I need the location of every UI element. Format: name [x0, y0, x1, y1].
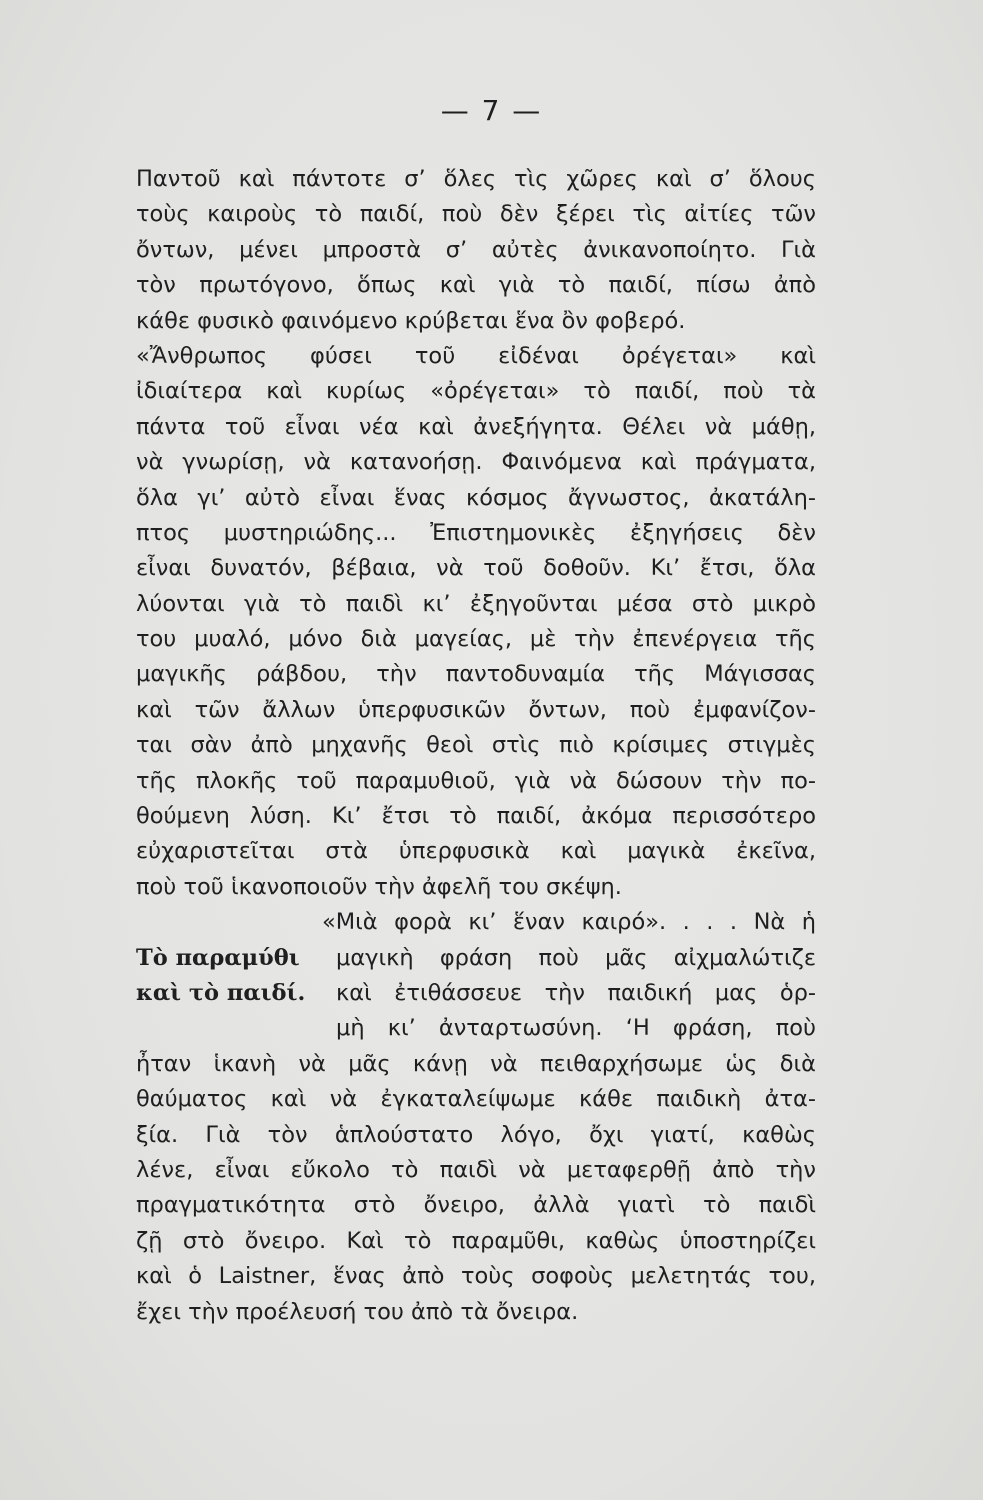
text-line: ὄντων, μένει μπροστὰ σ’ αὐτὲς ἀνικανοποίητο. Γιὰ	[136, 236, 816, 263]
text-line: εἶναι δυνατόν, βέβαια, νὰ τοῦ δοθοῦν. Κι’ ἔτσι, ὅλα	[136, 555, 816, 582]
page-number: — 7 —	[440, 94, 543, 127]
text-line: Παντοῦ καὶ πάντοτε σ’ ὅλες τὶς χῶρες καὶ σ’ ὅλους	[136, 166, 816, 192]
text-line: ποὺ τοῦ ἱκανοποιοῦν τὴν ἀφελῆ του σκέψη.	[136, 873, 622, 900]
text-line: μὴ κι’ ἀνταρτωσύνη. ‘Η φράση, ποὺ	[336, 1015, 816, 1042]
text-line: ὅλα γι’ αὐτὸ εἶναι ἕνας κόσμος ἄγνωστος, ἀκατάλη-	[136, 484, 816, 511]
text-line: καὶ ὁ Laistner, ἕνας ἀπὸ τοὺς σοφοὺς μελετητάς του,	[136, 1263, 816, 1290]
text-line: μαγικὴ φράση ποὺ μᾶς αἰχμαλώτιζε	[336, 944, 816, 971]
text-line: ἔχει τὴν προέλευσή του ἀπὸ τὰ ὄνειρα.	[136, 1298, 579, 1325]
text-line: πάντα τοῦ εἶναι νέα καὶ ἀνεξήγητα. Θέλει νὰ μάθῃ,	[136, 413, 816, 440]
text-line: λύονται γιὰ τὸ παιδὶ κι’ ἐξηγοῦνται μέσα στὸ μικρὸ	[136, 590, 816, 617]
text-line: ζῇ στὸ ὄνειρο. Καὶ τὸ παραμῦθι, καθὼς ὑποστηρίζει	[136, 1227, 816, 1254]
text-line: νὰ γνωρίσῃ, νὰ κατανοήσῃ. Φαινόμενα καὶ πράγματα,	[136, 449, 816, 476]
text-line: «Ἄνθρωπος φύσει τοῦ εἰδέναι ὀρέγεται» καὶ	[136, 342, 816, 369]
side-heading-spacer	[136, 1011, 336, 1046]
opening-phrase-line: «Μιὰ φορὰ κι’ ἕναν καιρό». . . . Νὰ ἡ	[322, 909, 816, 936]
text-line: ξία. Γιὰ τὸν ἁπλούστατο λόγο, ὄχι γιατί, καθὼς	[136, 1121, 816, 1148]
side-heading-row	[136, 976, 816, 1011]
text-line: ἰδιαίτερα καὶ κυρίως «ὀρέγεται» τὸ παιδί, ποὺ τὰ	[136, 378, 816, 405]
text-line: θούμενη λύση. Κι’ ἔτσι τὸ παιδί, ἀκόμα περισσότερο	[136, 803, 816, 830]
text-line: ἦταν ἱκανὴ νὰ μᾶς κάνῃ νὰ πειθαρχήσωμε ὡς διὰ	[136, 1050, 816, 1077]
text-line: λένε, εἶναι εὔκολο τὸ παιδὶ νὰ μεταφερθῇ ἀπὸ τὴν	[136, 1156, 816, 1183]
text-line: κάθε φυσικὸ φαινόμενο κρύβεται ἕνα ὂν φοβερό.	[136, 307, 686, 334]
side-heading: Τὸ παραμύθι	[136, 944, 300, 971]
text-line: πραγματικότητα στὸ ὄνειρο, ἀλλὰ γιατὶ τὸ παιδὶ	[136, 1192, 816, 1219]
side-heading-row	[136, 941, 816, 976]
text-line: μαγικῆς ράβδου, τὴν παντοδυναμία τῆς Μάγισσας	[136, 661, 816, 688]
text-line: θαύματος καὶ νὰ ἐγκαταλείψωμε κάθε παιδικὴ ἀτα-	[136, 1086, 816, 1113]
body-text	[136, 162, 816, 1330]
text-line: του μυαλό, μόνο διὰ μαγείας, μὲ τὴν ἐπενέργεια τῆς	[136, 626, 816, 653]
text-line: τῆς πλοκῆς τοῦ παραμυθιοῦ, γιὰ νὰ δώσουν τὴν πο-	[136, 767, 816, 794]
text-line: καὶ τῶν ἄλλων ὑπερφυσικῶν ὄντων, ποὺ ἐμφανίζον-	[136, 696, 816, 723]
text-line: καὶ ἐτιθάσσευε τὴν παιδική μας ὁρ-	[336, 979, 816, 1006]
text-line: τοὺς καιροὺς τὸ παιδί, ποὺ δὲν ξέρει τὶς αἰτίες τῶν	[136, 201, 816, 228]
text-line: ται σὰν ἀπὸ μηχανῆς θεοὶ στὶς πιὸ κρίσιμες στιγμὲς	[136, 732, 816, 759]
text-line: πτος μυστηριώδης... Ἐπιστημονικὲς ἐξηγήσεις δὲν	[136, 519, 816, 546]
side-heading: καὶ τὸ παιδί.	[136, 979, 306, 1006]
side-heading-row	[136, 1011, 816, 1046]
text-line: εὐχαριστεῖται στὰ ὑπερφυσικὰ καὶ μαγικὰ ἐκεῖνα,	[136, 838, 816, 865]
text-line: τὸν πρωτόγονο, ὅπως καὶ γιὰ τὸ παιδί, πίσω ἀπὸ	[136, 272, 816, 299]
